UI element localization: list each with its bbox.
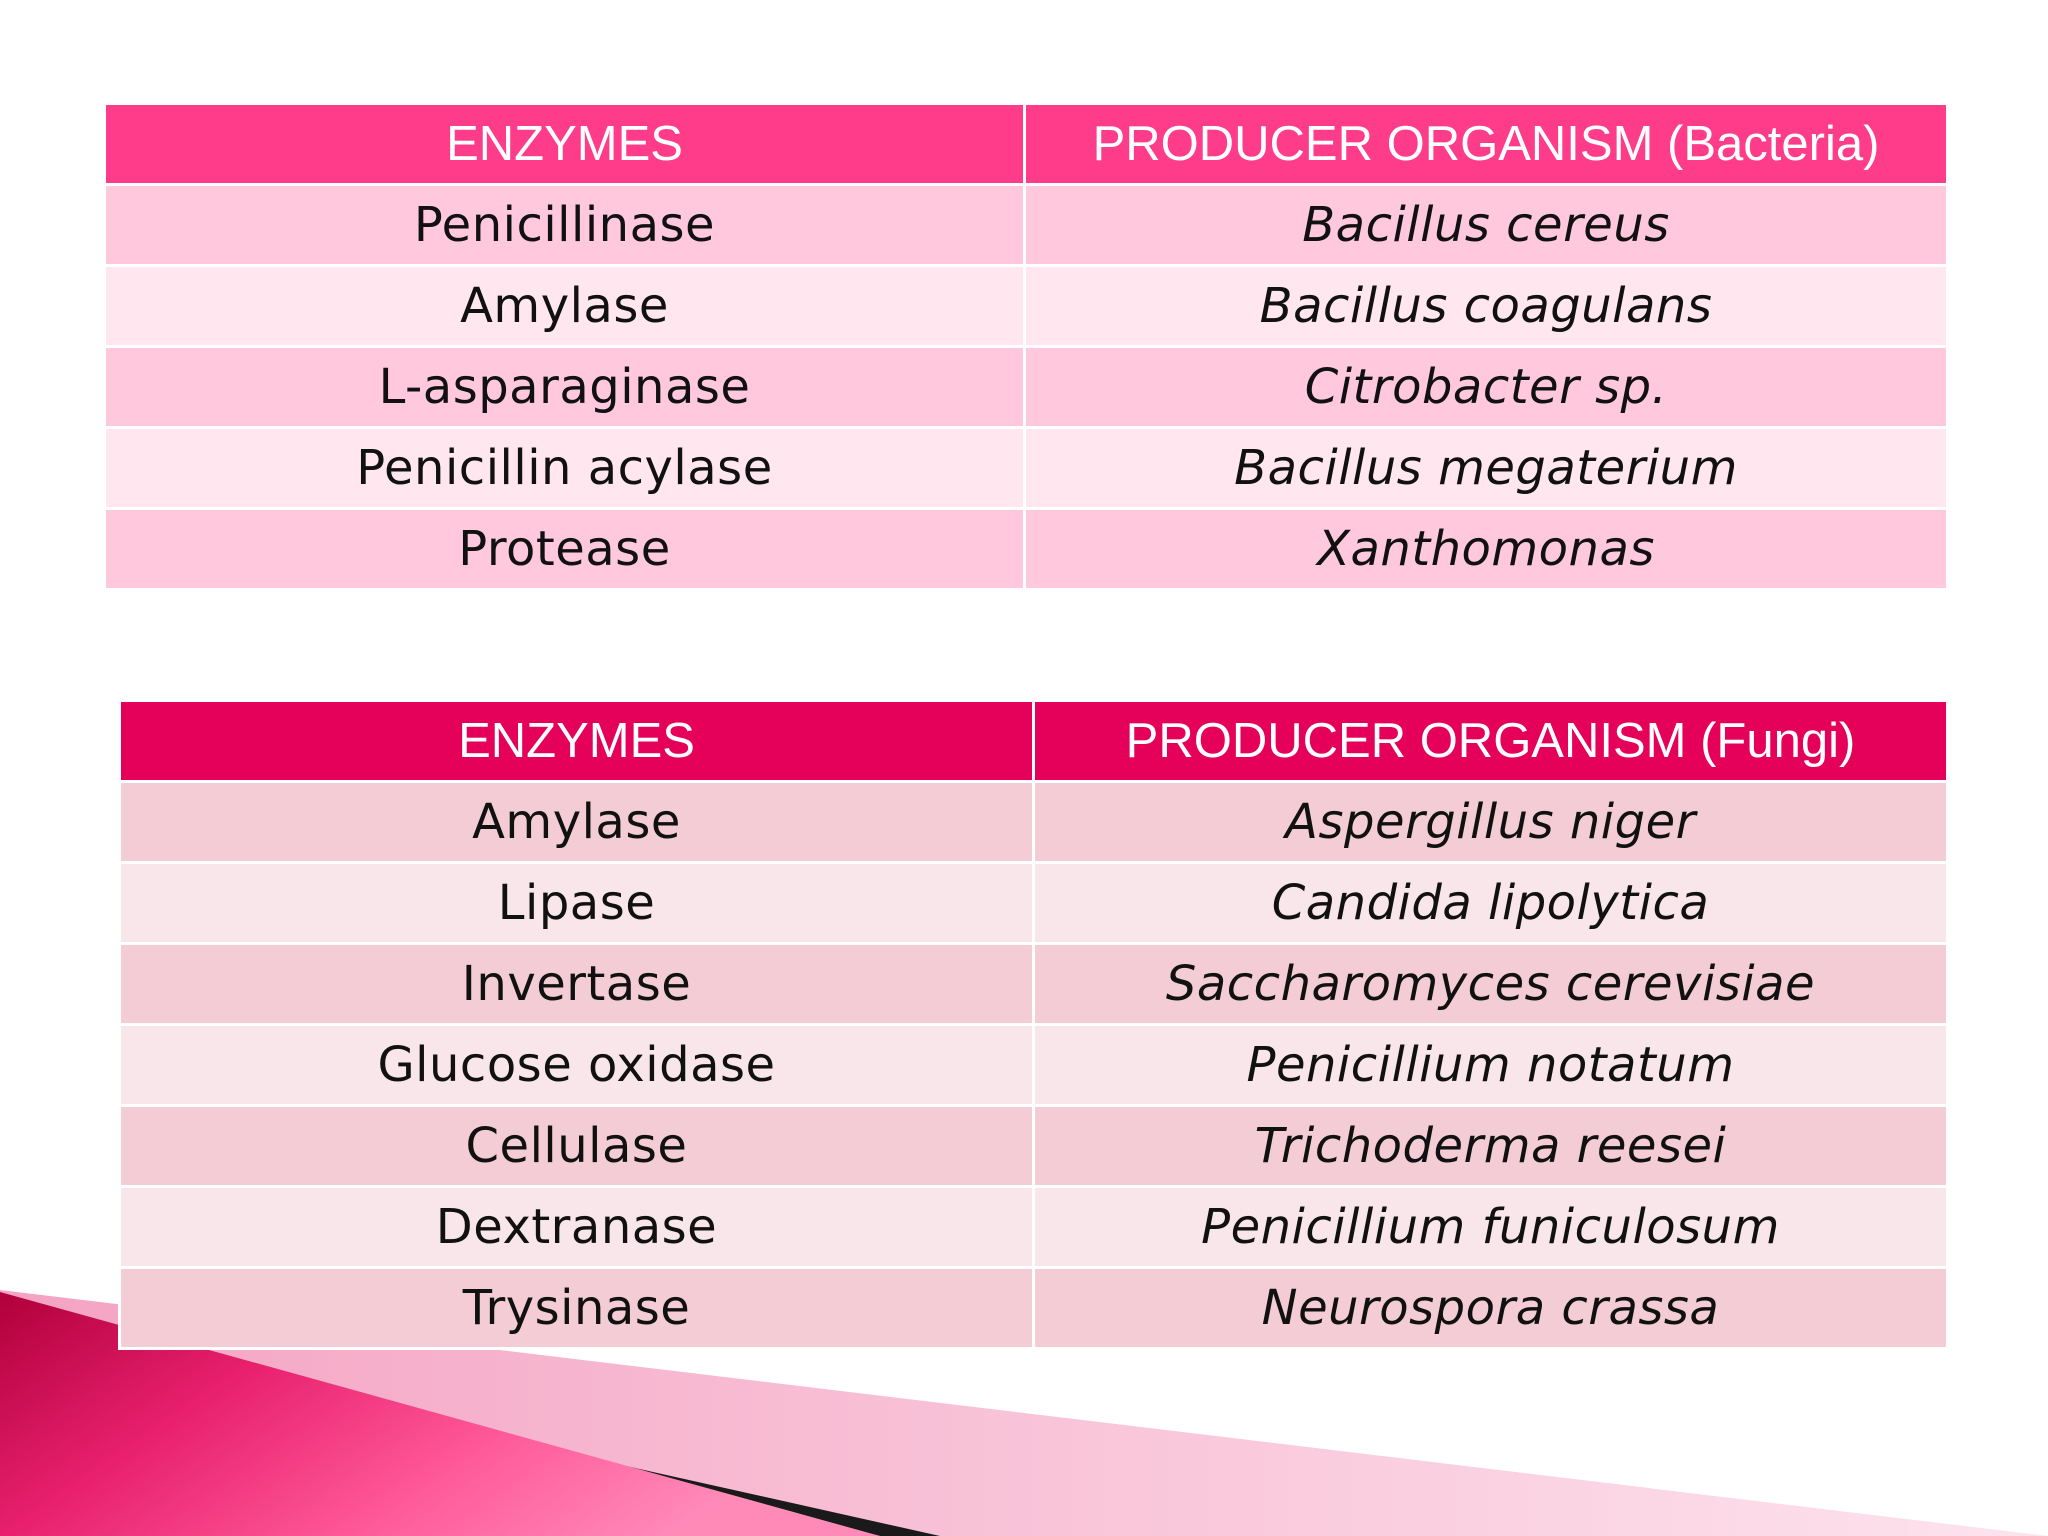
organism-cell: Xanthomonas [1025,509,1948,590]
enzyme-cell: Dextranase [120,1187,1034,1268]
table-row [105,185,1948,266]
bacteria-enzyme-table [103,102,1949,591]
organism-cell: Bacillus megaterium [1025,428,1948,509]
organism-cell: Penicillium notatum [1034,1025,1948,1106]
table-row [120,863,1948,944]
table-row [120,782,1948,863]
organism-cell: Citrobacter sp. [1025,347,1948,428]
enzyme-cell: Trysinase [120,1268,1034,1349]
table-row [120,1106,1948,1187]
enzyme-cell: L-asparaginase [105,347,1025,428]
table-row [120,944,1948,1025]
table-row [105,347,1948,428]
enzyme-cell: Amylase [120,782,1034,863]
organism-cell: Bacillus coagulans [1025,266,1948,347]
fungi-enzyme-table [118,699,1949,1350]
enzyme-cell: Invertase [120,944,1034,1025]
column-header-enzymes: ENZYMES [105,104,1025,185]
organism-cell: Penicillium funiculosum [1034,1187,1948,1268]
enzyme-cell: Amylase [105,266,1025,347]
table-row [120,1268,1948,1349]
enzyme-cell: Penicillin acylase [105,428,1025,509]
column-header-enzymes: ENZYMES [120,701,1034,782]
organism-cell: Bacillus cereus [1025,185,1948,266]
table-header-row [105,104,1948,185]
table-header-row [120,701,1948,782]
table-row [105,266,1948,347]
table-row [120,1187,1948,1268]
organism-cell: Trichoderma reesei [1034,1106,1948,1187]
enzyme-cell: Penicillinase [105,185,1025,266]
organism-cell: Saccharomyces cerevisiae [1034,944,1948,1025]
enzyme-cell: Glucose oxidase [120,1025,1034,1106]
enzyme-cell: Lipase [120,863,1034,944]
organism-cell: Neurospora crassa [1034,1268,1948,1349]
organism-cell: Candida lipolytica [1034,863,1948,944]
column-header-organism: PRODUCER ORGANISM (Bacteria) [1025,104,1948,185]
table-row [120,1025,1948,1106]
enzyme-cell: Protease [105,509,1025,590]
organism-cell: Aspergillus niger [1034,782,1948,863]
enzyme-cell: Cellulase [120,1106,1034,1187]
column-header-organism: PRODUCER ORGANISM (Fungi) [1034,701,1948,782]
table-row [105,428,1948,509]
table-row [105,509,1948,590]
